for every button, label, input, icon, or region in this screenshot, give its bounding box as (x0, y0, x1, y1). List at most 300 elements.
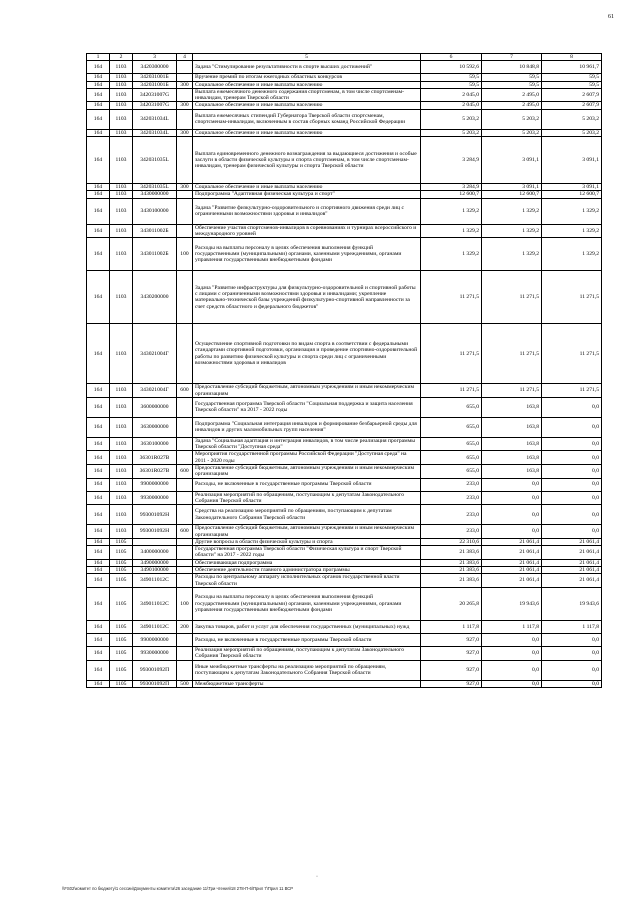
amount-2018-cell: 21 061,4 (482, 546, 542, 560)
section-code-cell: 1105 (110, 680, 133, 687)
amount-2017-cell: 21 383,6 (421, 574, 482, 588)
target-article-cell: 349011012С (133, 574, 177, 588)
ved-code-cell: 164 (87, 184, 110, 191)
description-cell: Социальное обеспечение и иные выплаты населению (193, 184, 421, 191)
table-row (87, 198, 602, 224)
description-cell: Обеспечение участия спортсменов-инвалидов в соревнованиях и турнирах всероссийского и международного уровней (193, 224, 421, 238)
amount-2018-cell: 0,0 (482, 633, 542, 646)
table-row (87, 81, 602, 88)
table-row (87, 491, 602, 505)
table-row (87, 646, 602, 660)
table-row (87, 505, 602, 525)
ved-code-cell: 164 (87, 191, 110, 198)
amount-2019-cell: 21 061,4 (542, 559, 602, 566)
description-cell: Расходы на выплаты персоналу в целях обеспечения выполнения функций государственными (муниципальными) органами, казенными учреждениями, органами управления государственными внебюджетными фондами (193, 587, 421, 620)
target-article-cell: 342031001Б (133, 74, 177, 81)
ved-code-cell: 164 (87, 451, 110, 465)
description-cell: Другие вопросы в области физической культуры и спорта (193, 538, 421, 545)
expense-type-cell (177, 559, 193, 566)
ved-code-cell: 164 (87, 465, 110, 479)
amount-2018-cell: 0,0 (482, 680, 542, 687)
expense-type-cell (177, 88, 193, 102)
expense-type-cell (177, 61, 193, 74)
description-cell: Средства на реализацию мероприятий по обращениям, поступающим к депутатам Законодательного Собрания Тверской области (193, 505, 421, 525)
target-article-cell: 3430100000 (133, 198, 177, 224)
ved-code-cell: 164 (87, 61, 110, 74)
ved-code-cell: 164 (87, 491, 110, 505)
amount-2018-cell: 163,8 (482, 465, 542, 479)
target-article-cell: 3630000000 (133, 417, 177, 437)
target-article-cell: 3630100000 (133, 437, 177, 451)
section-code-cell: 1105 (110, 574, 133, 588)
table-row (87, 574, 602, 588)
section-code-cell: 1105 (110, 620, 133, 633)
ved-code-cell: 164 (87, 129, 110, 136)
target-article-cell: 3430000000 (133, 191, 177, 198)
section-code-cell: 1103 (110, 505, 133, 525)
expense-type-cell (177, 538, 193, 545)
section-code-cell: 1103 (110, 224, 133, 238)
amount-2018-cell: 11 271,5 (482, 384, 542, 398)
amount-2017-cell: 927,0 (421, 646, 482, 660)
target-article-cell: 993001092П (133, 680, 177, 687)
section-code-cell: 1103 (110, 465, 133, 479)
table-row (87, 191, 602, 198)
amount-2017-cell: 655,0 (421, 465, 482, 479)
expense-type-cell (177, 191, 193, 198)
amount-2017-cell: 59,5 (421, 74, 482, 81)
amount-2019-cell: 5 203,2 (542, 129, 602, 136)
header-cell: 5 (193, 54, 421, 61)
section-code-cell: 1103 (110, 74, 133, 81)
amount-2018-cell: 21 061,4 (482, 567, 542, 574)
section-code-cell: 1105 (110, 538, 133, 545)
ved-code-cell: 164 (87, 81, 110, 88)
amount-2019-cell: 10 961,7 (542, 61, 602, 74)
table-row (87, 587, 602, 620)
expense-type-cell (177, 567, 193, 574)
amount-2018-cell: 0,0 (482, 660, 542, 680)
amount-2019-cell: 0,0 (542, 465, 602, 479)
table-row (87, 546, 602, 560)
amount-2017-cell: 927,0 (421, 633, 482, 646)
amount-2018-cell: 1 329,2 (482, 238, 542, 271)
expense-type-cell (177, 109, 193, 129)
ved-code-cell: 164 (87, 587, 110, 620)
amount-2018-cell: 0,0 (482, 646, 542, 660)
footer-file-path: \\FS02\комитет по бюджету\1 сессии\Документы комитета\26 заседание 11\Три чтения\18 278-П-6\Прил 7\Прил 11 ВСР (62, 886, 294, 891)
table-row (87, 680, 602, 687)
section-code-cell: 1103 (110, 238, 133, 271)
expense-type-cell (177, 271, 193, 324)
amount-2019-cell: 21 061,4 (542, 546, 602, 560)
description-cell: Задача "Развитие инфраструктуры для физкультурно-оздоровительной и спортивной работы с лицами с ограниченными возможностями здоровья и инвалидами; укрепление материально-технической базы учреждений физкультурно-спортивной направленности за счет средств областного и федерального бюджетов" (193, 271, 421, 324)
amount-2019-cell: 2 607,9 (542, 88, 602, 102)
ved-code-cell: 164 (87, 397, 110, 417)
amount-2019-cell: 59,5 (542, 81, 602, 88)
description-cell: Межбюджетные трансферты (193, 680, 421, 687)
target-article-cell: 9900000000 (133, 633, 177, 646)
description-cell: Закупка товаров, работ и услуг для обеспечения государственных (муниципальных) нужд (193, 620, 421, 633)
section-code-cell: 1103 (110, 478, 133, 491)
ved-code-cell: 164 (87, 680, 110, 687)
amount-2019-cell: 1 329,2 (542, 224, 602, 238)
amount-2019-cell: 0,0 (542, 646, 602, 660)
target-article-cell (133, 538, 177, 545)
expense-type-cell: 600 (177, 525, 193, 539)
target-article-cell: 993001092Н (133, 525, 177, 539)
amount-2019-cell: 59,5 (542, 74, 602, 81)
section-code-cell: 1103 (110, 451, 133, 465)
amount-2017-cell: 11 271,5 (421, 271, 482, 324)
amount-2019-cell: 21 061,4 (542, 567, 602, 574)
target-article-cell: 343011002Б (133, 224, 177, 238)
amount-2019-cell: 21 061,4 (542, 574, 602, 588)
description-cell: Социальное обеспечение и иные выплаты населению (193, 81, 421, 88)
amount-2019-cell: 11 271,5 (542, 324, 602, 384)
amount-2018-cell: 163,8 (482, 451, 542, 465)
section-code-cell: 1103 (110, 129, 133, 136)
ved-code-cell: 164 (87, 574, 110, 588)
table-row (87, 538, 602, 545)
target-article-cell: 349011012С (133, 587, 177, 620)
amount-2018-cell: 1 117,8 (482, 620, 542, 633)
amount-2019-cell: 1 329,2 (542, 238, 602, 271)
amount-2018-cell: 0,0 (482, 491, 542, 505)
table-row (87, 559, 602, 566)
target-article-cell: 3400000000 (133, 546, 177, 560)
description-cell: Задача "Развитие физкультурно-оздоровительного и спортивного движения среди лиц с ограниченными возможностями здоровья и инвалидов" (193, 198, 421, 224)
amount-2017-cell: 655,0 (421, 451, 482, 465)
expense-type-cell: 300 (177, 102, 193, 109)
description-cell: Мероприятия государственной программы Российской Федерации "Доступная среда" на 2011 - 2020 годы (193, 451, 421, 465)
description-cell: Реализация мероприятий по обращениям, поступающим к депутатам Законодательного Собрания Тверской области (193, 646, 421, 660)
amount-2019-cell: 0,0 (542, 505, 602, 525)
amount-2018-cell: 3 091,1 (482, 137, 542, 184)
amount-2019-cell: 0,0 (542, 680, 602, 687)
amount-2017-cell: 5 203,2 (421, 109, 482, 129)
expense-type-cell (177, 660, 193, 680)
ved-code-cell: 164 (87, 559, 110, 566)
amount-2018-cell: 163,8 (482, 397, 542, 417)
amount-2019-cell: 3 091,1 (542, 184, 602, 191)
amount-2017-cell: 655,0 (421, 397, 482, 417)
amount-2019-cell: 11 271,5 (542, 384, 602, 398)
amount-2018-cell: 59,5 (482, 81, 542, 88)
amount-2017-cell: 1 117,8 (421, 620, 482, 633)
table-row (87, 271, 602, 324)
description-cell: Вручение премий по итогам ежегодных областных конкурсов (193, 74, 421, 81)
description-cell: Задача "Социальная адаптация и интеграция инвалидов, в том числе реализация программы Тверской области "Доступная среда" (193, 437, 421, 451)
section-code-cell: 1103 (110, 191, 133, 198)
amount-2017-cell: 233,0 (421, 505, 482, 525)
amount-2019-cell: 0,0 (542, 417, 602, 437)
ved-code-cell: 164 (87, 525, 110, 539)
amount-2018-cell: 163,8 (482, 417, 542, 437)
ved-code-cell: 164 (87, 505, 110, 525)
target-article-cell: 9930000000 (133, 646, 177, 660)
ved-code-cell: 164 (87, 109, 110, 129)
header-cell: 6 (421, 54, 482, 61)
header-cell: 7 (482, 54, 542, 61)
amount-2017-cell: 233,0 (421, 478, 482, 491)
section-code-cell: 1103 (110, 198, 133, 224)
target-article-cell: 9930000000 (133, 491, 177, 505)
ved-code-cell: 164 (87, 198, 110, 224)
amount-2017-cell: 3 284,9 (421, 184, 482, 191)
amount-2019-cell: 0,0 (542, 451, 602, 465)
amount-2019-cell: 0,0 (542, 397, 602, 417)
amount-2018-cell: 11 271,5 (482, 271, 542, 324)
amount-2017-cell: 11 271,5 (421, 324, 482, 384)
header-cell: 2 (110, 54, 133, 61)
target-article-cell: 9900000000 (133, 478, 177, 491)
table-row (87, 184, 602, 191)
section-code-cell: 1105 (110, 587, 133, 620)
amount-2017-cell: 233,0 (421, 491, 482, 505)
amount-2017-cell: 1 329,2 (421, 238, 482, 271)
table-row (87, 417, 602, 437)
section-code-cell: 1105 (110, 646, 133, 660)
amount-2019-cell: 21 061,4 (542, 538, 602, 545)
table-row (87, 224, 602, 238)
ved-code-cell: 164 (87, 620, 110, 633)
description-cell: Предоставление субсидий бюджетным, автономным учреждениям и иным некоммерческим организациям (193, 465, 421, 479)
header-cell: 3 (133, 54, 177, 61)
ved-code-cell: 164 (87, 437, 110, 451)
expense-type-cell (177, 546, 193, 560)
amount-2017-cell: 2 045,0 (421, 102, 482, 109)
section-code-cell: 1103 (110, 324, 133, 384)
amount-2019-cell: 2 607,9 (542, 102, 602, 109)
description-cell: Реализация мероприятий по обращениям, поступающим к депутатам Законодательного Собрания Тверской области (193, 491, 421, 505)
section-code-cell: 1103 (110, 102, 133, 109)
amount-2018-cell: 0,0 (482, 525, 542, 539)
amount-2017-cell: 3 284,9 (421, 137, 482, 184)
ved-code-cell: 164 (87, 633, 110, 646)
target-article-cell: 36301R027B (133, 465, 177, 479)
amount-2017-cell: 2 045,0 (421, 88, 482, 102)
amount-2018-cell: 0,0 (482, 478, 542, 491)
expense-type-cell (177, 417, 193, 437)
description-cell: Подпрограмма "Социальная интеграция инвалидов и формирование безбарьерной среды для инвалидов и других маломобильных групп населения" (193, 417, 421, 437)
page-number: 61 (608, 14, 614, 20)
description-cell: Социальное обеспечение и иные выплаты населению (193, 102, 421, 109)
description-cell: Обеспечение деятельности главного администратора программы (193, 567, 421, 574)
expense-type-cell: 300 (177, 81, 193, 88)
description-cell: Подпрограмма "Адаптивная физическая культура и спорт" (193, 191, 421, 198)
table-row (87, 437, 602, 451)
expense-type-cell (177, 505, 193, 525)
target-article-cell: 36301R027B (133, 451, 177, 465)
amount-2019-cell: 1 117,8 (542, 620, 602, 633)
target-article-cell: 342031034L (133, 109, 177, 129)
amount-2019-cell: 0,0 (542, 491, 602, 505)
amount-2017-cell: 20 265,8 (421, 587, 482, 620)
amount-2017-cell: 10 592,6 (421, 61, 482, 74)
target-article-cell: 993001092Н (133, 505, 177, 525)
table-row (87, 478, 602, 491)
table-row (87, 660, 602, 680)
ved-code-cell: 164 (87, 238, 110, 271)
target-article-cell: 349011012С (133, 620, 177, 633)
amount-2019-cell: 1 329,2 (542, 198, 602, 224)
table-row (87, 620, 602, 633)
description-cell: Расходы, не включенные в государственные программы Тверской области (193, 478, 421, 491)
expense-type-cell (177, 478, 193, 491)
table-row (87, 384, 602, 398)
amount-2018-cell: 163,8 (482, 437, 542, 451)
amount-2018-cell: 5 203,2 (482, 109, 542, 129)
amount-2018-cell: 21 061,4 (482, 559, 542, 566)
amount-2019-cell: 12 600,7 (542, 191, 602, 198)
ved-code-cell: 164 (87, 88, 110, 102)
header-cell: 4 (177, 54, 193, 61)
target-article-cell: 343011002Б (133, 238, 177, 271)
amount-2017-cell: 21 383,6 (421, 559, 482, 566)
ved-code-cell: 164 (87, 102, 110, 109)
expense-type-cell: 100 (177, 238, 193, 271)
section-code-cell: 1103 (110, 491, 133, 505)
amount-2019-cell: 0,0 (542, 633, 602, 646)
target-article-cell: 343021004Г (133, 384, 177, 398)
expense-type-cell: 100 (177, 587, 193, 620)
target-article-cell: 343021004Г (133, 324, 177, 384)
section-code-cell: 1103 (110, 271, 133, 324)
target-article-cell: 3430200000 (133, 271, 177, 324)
amount-2019-cell: 0,0 (542, 660, 602, 680)
table-row (87, 633, 602, 646)
expense-type-cell (177, 198, 193, 224)
amount-2018-cell: 3 091,1 (482, 184, 542, 191)
ved-code-cell: 164 (87, 384, 110, 398)
expense-type-cell: 500 (177, 680, 193, 687)
amount-2017-cell: 21 383,6 (421, 567, 482, 574)
amount-2017-cell: 655,0 (421, 437, 482, 451)
description-cell: Государственная программа Тверской области "Социальная поддержка и защита населения Тверской области" на 2017 - 2022 годы (193, 397, 421, 417)
ved-code-cell: 164 (87, 478, 110, 491)
description-cell: Государственная программа Тверской области "Физическая культура и спорт Тверской области" на 2017 - 2022 годы (193, 546, 421, 560)
expense-type-cell: 300 (177, 184, 193, 191)
table-row (87, 61, 602, 74)
table-row (87, 238, 602, 271)
ved-code-cell: 164 (87, 546, 110, 560)
expense-type-cell: 300 (177, 129, 193, 136)
amount-2018-cell: 59,5 (482, 74, 542, 81)
table-row (87, 525, 602, 539)
amount-2018-cell: 1 329,2 (482, 198, 542, 224)
target-article-cell: 342031001Б (133, 81, 177, 88)
amount-2017-cell: 12 600,7 (421, 191, 482, 198)
table-row (87, 397, 602, 417)
amount-2019-cell: 19 943,6 (542, 587, 602, 620)
amount-2019-cell: 3 091,1 (542, 137, 602, 184)
section-code-cell: 1105 (110, 546, 133, 560)
ved-code-cell: 164 (87, 74, 110, 81)
section-code-cell: 1105 (110, 567, 133, 574)
section-code-cell: 1103 (110, 109, 133, 129)
expense-type-cell (177, 574, 193, 588)
amount-2018-cell: 10 848,8 (482, 61, 542, 74)
amount-2017-cell: 22 310,6 (421, 538, 482, 545)
amount-2018-cell: 1 329,2 (482, 224, 542, 238)
table-header-row (87, 54, 602, 61)
ved-code-cell: 164 (87, 271, 110, 324)
section-code-cell: 1103 (110, 417, 133, 437)
section-code-cell: 1103 (110, 88, 133, 102)
section-code-cell: 1103 (110, 525, 133, 539)
amount-2017-cell: 1 329,2 (421, 198, 482, 224)
amount-2018-cell: 2 495,0 (482, 102, 542, 109)
expense-type-cell: 600 (177, 384, 193, 398)
amount-2019-cell: 11 271,5 (542, 271, 602, 324)
target-article-cell: 342031035L (133, 184, 177, 191)
amount-2018-cell: 5 203,2 (482, 129, 542, 136)
target-article-cell: 3490000000 (133, 559, 177, 566)
ved-code-cell: 164 (87, 324, 110, 384)
amount-2017-cell: 233,0 (421, 525, 482, 539)
section-code-cell: 1103 (110, 184, 133, 191)
description-cell: Иные межбюджетные трансферты на реализацию мероприятий по обращениям, поступающим к депутатам Законодательного Собрания Тверской области (193, 660, 421, 680)
table-row (87, 102, 602, 109)
table-row (87, 109, 602, 129)
section-code-cell: 1103 (110, 397, 133, 417)
table-row (87, 465, 602, 479)
budget-table (86, 53, 602, 688)
description-cell: Выплата ежемесячного денежного содержания спортсменам, в том числе спортсменам-инвалидам, тренерам Тверской области (193, 88, 421, 102)
amount-2018-cell: 21 061,4 (482, 538, 542, 545)
table-row (87, 74, 602, 81)
ved-code-cell: 164 (87, 224, 110, 238)
amount-2018-cell: 0,0 (482, 505, 542, 525)
expense-type-cell: 200 (177, 620, 193, 633)
header-cell: 1 (87, 54, 110, 61)
amount-2018-cell: 11 271,5 (482, 324, 542, 384)
amount-2019-cell: 5 203,2 (542, 109, 602, 129)
description-cell: Расходы на выплаты персоналу в целях обеспечения выполнения функций государственными (муниципальными) органами, казенными учреждениями, органами управления государственными внебюджетными фондами (193, 238, 421, 271)
amount-2018-cell: 12 600,7 (482, 191, 542, 198)
ved-code-cell: 164 (87, 538, 110, 545)
table-row (87, 137, 602, 184)
amount-2018-cell: 21 061,4 (482, 574, 542, 588)
amount-2017-cell: 11 271,5 (421, 384, 482, 398)
ved-code-cell: 164 (87, 417, 110, 437)
ved-code-cell: 164 (87, 660, 110, 680)
section-code-cell: 1105 (110, 633, 133, 646)
table-row (87, 451, 602, 465)
description-cell: Социальное обеспечение и иные выплаты населению (193, 129, 421, 136)
expense-type-cell (177, 324, 193, 384)
description-cell: Выплата единовременного денежного вознаграждения за выдающиеся достижения и особые заслуги в области физической культуры и спорта спортсменам, в том числе спортсменам-инвалидам, тренерам физической культуры и спорта Тверской области (193, 137, 421, 184)
ved-code-cell: 164 (87, 137, 110, 184)
section-code-cell: 1103 (110, 437, 133, 451)
target-article-cell: 993001092П (133, 660, 177, 680)
description-cell: Осуществление спортивной подготовки по видам спорта в соответствии с федеральными стандартами спортивной подготовки, организация и проведение спортивно-оздоровительной работы по развитию физической культуры и спорта среди лиц с ограниченными возможностями здоровья и инвалидов (193, 324, 421, 384)
target-article-cell: 3600000000 (133, 397, 177, 417)
amount-2017-cell: 59,5 (421, 81, 482, 88)
target-article-cell: 342031007G (133, 88, 177, 102)
section-code-cell: 1105 (110, 559, 133, 566)
description-cell: Расходы по центральному аппарату исполнительных органов государственной власти Тверской области (193, 574, 421, 588)
table-row (87, 88, 602, 102)
expense-type-cell (177, 224, 193, 238)
amount-2019-cell: 0,0 (542, 437, 602, 451)
description-cell: Предоставление субсидий бюджетным, автономным учреждениям и иным некоммерческим организациям (193, 525, 421, 539)
amount-2017-cell: 21 383,6 (421, 546, 482, 560)
target-article-cell: 342031007G (133, 102, 177, 109)
ved-code-cell: 164 (87, 646, 110, 660)
expense-type-cell (177, 633, 193, 646)
